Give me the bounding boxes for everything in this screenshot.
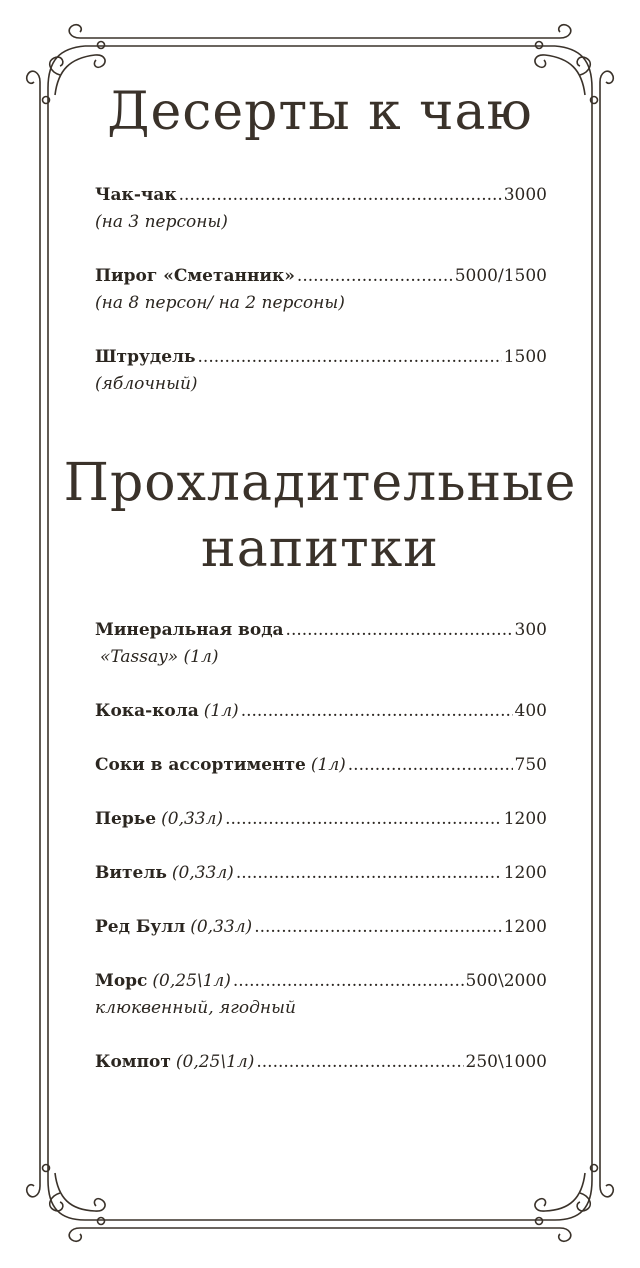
leader-dots [286,617,513,644]
item-name: Ред Булл [95,917,186,937]
item-name: Штрудель [95,347,196,367]
item-price: 5000/1500 [454,266,547,286]
leader-dots [225,806,502,833]
item-description: (яблочный) [95,374,198,394]
menu-item-vittel [95,860,547,887]
item-price: 400 [514,701,547,721]
item-description: (на 3 персоны) [95,212,228,232]
item-price: 500\2000 [465,971,547,991]
item-volume: (0,25\1л) [152,971,231,991]
item-volume: (0,33л) [190,917,253,937]
menu-item-kompot [95,1049,547,1076]
item-price: 1200 [503,917,547,937]
item-price: 750 [514,755,547,775]
item-name: Витель [95,863,167,883]
item-description: клюквенный, ягодный [95,998,296,1018]
item-price: 1200 [503,863,547,883]
menu-item-strudel [95,344,547,398]
leader-dots [233,968,464,995]
item-price: 300 [514,620,547,640]
item-volume: (0,25\1л) [175,1052,255,1072]
menu-item-perrier [95,806,547,833]
leader-dots [241,698,513,725]
item-volume: (0,33л) [171,863,234,883]
menu-item-mineral-water [95,617,547,671]
item-name: Перье [95,809,157,829]
menu-item-mors [95,968,547,1022]
section-title-line2: напитки [201,519,439,579]
leader-dots [297,263,453,290]
item-price: 1500 [503,347,547,367]
leader-dots [256,1049,463,1076]
leader-dots [348,752,513,779]
item-description: «Tassay» (1л) [100,647,219,667]
item-price: 3000 [503,185,547,205]
item-name: Соки в ассортименте [95,755,306,775]
item-volume: (0,33л) [161,809,224,829]
section-title-desserts: Десерты к чаю [107,82,533,142]
leader-dots [198,344,502,371]
menu-item-juices [95,752,547,779]
item-name: Кока-кола [95,701,199,721]
item-price: 250\1000 [465,1052,547,1072]
corner-ornament-bottom-left [27,1165,105,1242]
item-name: Пирог «Сметанник» [95,266,295,286]
leader-dots [254,914,502,941]
menu-item-coca-cola [95,698,547,725]
menu-item-chak-chak [95,182,547,236]
item-description: (на 8 персон/ на 2 персоны) [95,293,345,313]
item-name: Минеральная вода [95,620,284,640]
menu-item-red-bull [95,914,547,941]
item-name: Морс [95,971,148,991]
corner-ornament-bottom-right [535,1165,613,1242]
item-name: Чак-чак [95,185,177,205]
section-title-line1: Прохладительные [63,453,577,513]
menu-item-smetannik [95,263,547,317]
item-price: 1200 [503,809,547,829]
leader-dots [236,860,502,887]
leader-dots [179,182,502,209]
section-title-drinks [0,450,640,582]
item-volume: (1л) [203,701,239,721]
item-volume: (1л) [310,755,346,775]
item-name: Компот [95,1052,171,1072]
